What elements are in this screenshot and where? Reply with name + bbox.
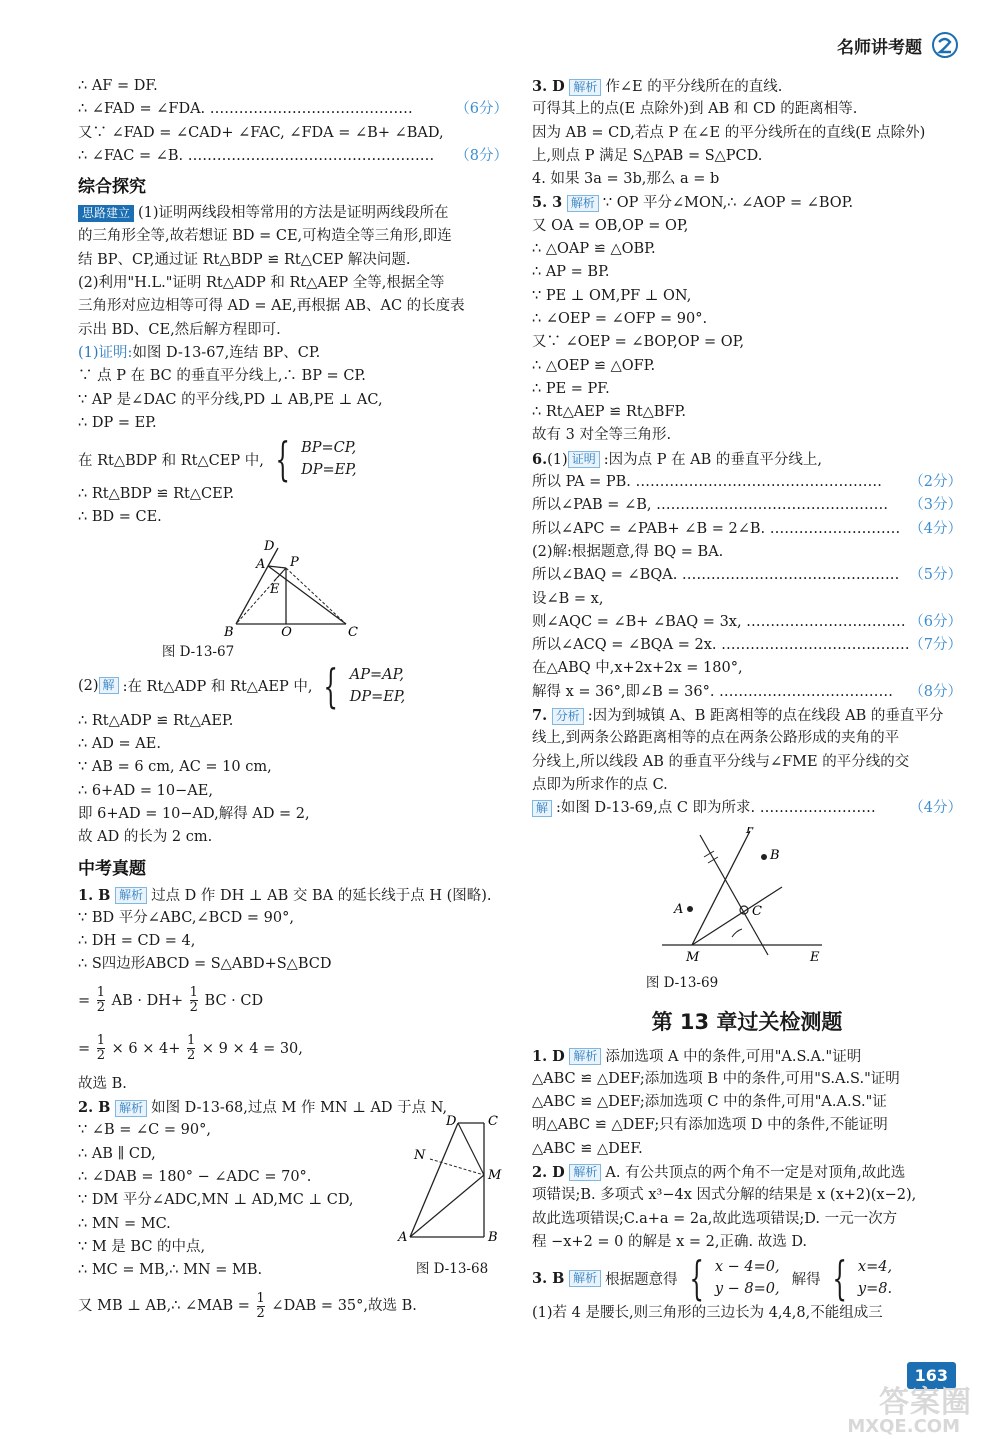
question-line: (1)若 4 是腰长,则三角形的三边长为 4,4,8,不能组成三 [532,1305,883,1322]
page-header [837,30,960,60]
figure-caption: 图 D-13-67 [161,643,235,660]
question-line: ∵ PE ⊥ OM,PF ⊥ ON, [532,287,692,304]
text-line: ∴ ∠FAC = ∠B. …………………………………………… （8分） [78,145,508,168]
figure-d-13-67 [78,536,508,660]
idea-line: 的三角形全等,故若想证 BD = CE,可构造全等三角形,即连 [78,228,452,245]
analysis-tag: 解析 [569,1048,601,1065]
question-line: 项错误;B. 多项式 x³−4x 因式分解的结果是 x (x+2)(x−2), [532,1187,917,1204]
question-line: ∵ ∠B = ∠C = 90°, [78,1122,211,1139]
points-label: （5分） [909,567,962,584]
fig68-label-a: A [398,1230,408,1246]
fig68-label-b: B [488,1230,498,1246]
question-line: ∵ BD 平分∠ABC,∠BCD = 90°, [78,909,294,926]
analysis-tag: 解析 [569,79,601,96]
page-number: 163 [907,1362,956,1389]
points-label: （2分） [909,474,962,491]
fig69-label-f: F [746,826,756,837]
solution-line: ∴ 6+AD = 10−AE, [78,782,213,799]
question-line: ∴ △OEP ≌ △OFP. [532,357,656,374]
solution-line: ∴ AD = AE. [78,736,161,753]
points-label: （7分） [909,637,962,654]
fig69-label-a: A [674,901,684,917]
question-line: 上,则点 P 满足 S△PAB = S△PCD. [532,147,763,164]
idea-tag: 思路建立 [78,205,134,222]
question-line: 7. 分析 :因为到城镇 A、B 距离相等的点在线段 AB 的垂直平分 [532,707,944,725]
points-label: （4分） [909,520,962,537]
section-comprehensive: 综合探究 [78,177,146,198]
solution-tag: 解 [532,800,552,817]
question-line: 线上,到两条公路距离相等的点在两条公路形成的夹角的平 [532,730,900,747]
text-line: 在△ABQ 中,x+2x+2x = 180°, [532,660,743,677]
proof-tag: 证明 [568,451,600,468]
proof-line: ∴ DP = EP. [78,414,157,431]
fig68-label-c: C [488,1114,498,1130]
question-line: 4. 如果 3a = 3b,那么 a = b [532,171,720,188]
fig67-label-a: A [256,556,266,572]
solution-line: 故 AD 的长为 2 cm. [78,829,213,846]
watermark: 答案圈 [879,1385,972,1420]
question-line: ∵ DM 平分∠ADC,MN ⊥ AD,MC ⊥ CD, [78,1192,354,1209]
idea-line: 思路建立 (1)证明两线段相等常用的方法是证明两线段所在 [78,202,508,225]
question-line: 2. B 解析 如图 D-13-68,过点 M 作 MN ⊥ AD 于点 N, [78,1099,448,1117]
solution-line: ∴ Rt△ADP ≌ Rt△AEP. [78,712,234,729]
left-column [78,75,508,1330]
figure-d-13-68-svg [396,1113,508,1253]
points-label: （6分） [909,613,962,630]
fig69-label-e: E [810,949,820,965]
question-line: △ABC ≌ △DEF;添加选项 C 中的条件,可用"A.A.S."证 [532,1094,887,1111]
idea-line: 三角形对应边相等可得 AD = AE,再根据 AB、AC 的长度表 [78,298,465,315]
fraction-line: = $\frac{1}{2}$ AB · DH+ $\frac{1}{2}$ BC · CD [78,985,264,1016]
watermark-url: MXQE.COM [847,1416,960,1437]
right-column [532,75,962,1325]
analysis-tag: 分析 [552,708,584,725]
proof-label: (1)证明: [78,344,133,361]
text-line: ∴ AF = DF. [78,78,158,94]
question-line: 故此选项错误;C.a+a = 2a,故此选项错误;D. 一元一次方 [532,1210,898,1227]
proof-line: (1)证明:如图 D-13-67,连结 BP、CP. [78,344,321,361]
solution-line: ∵ AB = 6 cm, AC = 10 cm, [78,759,272,776]
proof-line: ∵ 点 P 在 BC 的垂直平分线上,∴ BP = CP. [78,368,366,385]
question-line: 5. 3 解析 ∵ OP 平分∠MON,∴ ∠AOP = ∠BOP. [532,194,854,212]
points-label: （8分） [909,683,962,700]
question-line: ∴ AP = BP. [532,264,610,281]
fig67-label-q: Q [281,624,292,636]
text-line: (2)解:根据题意,得 BQ = BA. [532,543,724,560]
question-line: 分线上,所以线段 AB 的垂直平分线与∠FME 的平分线的交 [532,753,910,770]
question-line: 可得其上的点(E 点除外)到 AB 和 CD 的距离相等. [532,101,858,118]
question-line: 又 MB ⊥ AB,∴ ∠MAB = $\frac{1}{2}$ ∠DAB = 35°,故选 B. [78,1290,417,1321]
points-label: （6分） [455,101,508,118]
analysis-tag: 解析 [567,195,599,212]
section-exam-questions: 中考真题 [78,858,146,879]
question-line: ∵ M 是 BC 的中点, [78,1238,206,1255]
text-line: 又∵ ∠FAD = ∠CAD+ ∠FAC, ∠FDA = ∠B+ ∠BAD, [78,124,444,141]
fig67-label-e: E [270,581,280,597]
text-line: 所以∠BAQ = ∠BQA. ……………………………………… （5分） [532,564,962,587]
question-line: 因为 AB = CD,若点 P 在∠E 的平分线所在的直线(E 点除外) [532,124,926,141]
text-line: 所以∠PAB = ∠B, ………………………………………… （3分） [532,494,962,517]
question-line: 又∵ ∠OEP = ∠BOP,OP = OP, [532,334,745,351]
question-line: ∴ ∠OEP = ∠OFP = 90°. [532,310,708,327]
question-line: △ABC ≌ △DEF. [532,1140,643,1157]
proof-line: ∴ Rt△BDP ≌ Rt△CEP. [78,486,235,503]
fig67-label-c: C [348,624,358,636]
question-line: △ABC ≌ △DEF;添加选项 B 中的条件,可用"S.A.S."证明 [532,1070,900,1087]
question-line: 解 :如图 D-13-69,点 C 即为所求. …………………… （4分） [532,797,962,820]
text-line: 则∠AQC = ∠B+ ∠BAQ = 3x, …………………………… （6分） [532,611,962,634]
q2-block [78,1114,508,1282]
question-line: ∴ MC = MB,∴ MN = MB. [78,1262,263,1279]
fig69-label-b: B [770,847,780,863]
question-line: ∴ Rt△AEP ≌ Rt△BFP. [532,404,686,421]
question-line: ∴ S四边形ABCD = S△ABD+S△BCD [78,956,332,973]
analysis-tag: 解析 [569,1270,601,1287]
idea-line: 示出 BD、CE,然后解方程即可. [78,321,281,338]
figure-d-13-68 [396,1113,508,1278]
question-line: 明△ABC ≌ △DEF;只有添加选项 D 中的条件,不能证明 [532,1117,888,1134]
fig67-label-b: B [224,624,234,636]
brace-group-2: (2) 解 :在 Rt△ADP 和 Rt△AEP 中, { AP=AP, DP=EP, [78,658,406,713]
fig68-label-m: M [488,1168,502,1184]
figure-caption: 图 D-13-68 [415,1261,489,1278]
figure-d-13-67-svg [78,536,508,636]
text-line: 所以∠APC = ∠PAB+ ∠B = 2∠B. ……………………… （4分） [532,518,962,541]
text-line: 解得 x = 36°,即∠B = 36°. ……………………………… （8分） [532,681,962,704]
brand-title: 名师讲考题 [837,37,922,58]
brace-group-1: 在 Rt△BDP 和 Rt△CEP 中, { BP=CP, DP=EP, [78,432,357,487]
brand-logo-icon [930,30,960,60]
fig68-label-n: N [414,1148,426,1164]
fig69-label-c: C [752,903,762,919]
points-label: （3分） [909,497,962,514]
question-line: 6.(1) 证明 :因为点 P 在 AB 的垂直平分线上, [532,450,823,468]
question-line: ∴ DH = CD = 4, [78,933,196,950]
analysis-tag: 解析 [569,1164,601,1181]
brace-group-3: 3. B 解析 根据题意得 { x − 4=0, y − 8=0, 解得 { x=4, y=8. [532,1251,893,1306]
question-line: 2. D 解析 A. 有公共顶点的两个角不一定是对顶角,故此选 [532,1163,906,1181]
fig69-label-m: M [686,949,700,965]
question-line: 1. D 解析 添加选项 A 中的条件,可用"A.S.A."证明 [532,1047,862,1065]
idea-line: (2)利用"H.L."证明 Rt△ADP 和 Rt△AEP 全等,根据全等 [78,275,445,292]
question-line: ∴ MN = MC. [78,1215,171,1232]
idea-line: 结 BP、CP,通过证 Rt△BDP ≌ Rt△CEP 解决问题. [78,251,411,268]
left-top-lines [78,75,508,168]
text-line: 设∠B = x, [532,590,604,607]
fig67-label-p: P [290,554,299,570]
question-line: 程 −x+2 = 0 的解是 x = 2,正确. 故选 D. [532,1233,808,1250]
fig68-label-d: D [446,1114,457,1130]
solution-tag: 解 [99,677,119,694]
question-line: 又 OA = OB,OP = OP, [532,217,689,234]
question-line: 1. B 解析 过点 D 作 DH ⊥ AB 交 BA 的延长线于点 H (图略). [78,886,492,904]
analysis-tag: 解析 [115,887,147,904]
points-label: （4分） [909,800,962,817]
points-label: （8分） [455,147,508,164]
figure-caption: 图 D-13-69 [645,974,719,991]
question-line: ∴ △OAP ≌ △OBP. [532,241,656,258]
figure-d-13-69-svg [532,827,962,967]
question-line: ∴ ∠DAB = 180° − ∠ADC = 70°. [78,1168,312,1185]
fraction-line: = $\frac{1}{2}$ × 6 × 4+ $\frac{1}{2}$ × 9 × 4 = 30, [78,1033,303,1064]
text-line: 所以∠ACQ = ∠BQA = 2x. ………………………………… （7分） [532,634,962,657]
analysis-tag: 解析 [115,1100,147,1117]
solution-line: 即 6+AD = 10−AD,解得 AD = 2, [78,805,310,822]
chapter-title: 第 13 章过关检测题 [651,1009,843,1034]
q6-lines [532,471,962,704]
question-line: 3. D 解析 作∠E 的平分线所在的直线. [532,78,783,95]
question-line: 点即为所求作的点 C. [532,776,668,793]
figure-d-13-69 [532,827,962,997]
text-line: ∴ ∠FAD = ∠FDA. …………………………………… （6分） [78,98,508,121]
question-line: 故有 3 对全等三角形. [532,427,672,444]
text-line: 所以 PA = PB. …………………………………………… （2分） [532,471,962,494]
proof-line: ∵ AP 是∠DAC 的平分线,PD ⊥ AB,PE ⊥ AC, [78,391,383,408]
question-line: ∴ AB ∥ CD, [78,1145,156,1162]
proof-line: ∴ BD = CE. [78,509,162,526]
question-line: 故选 B. [78,1075,127,1092]
question-line: ∴ PE = PF. [532,380,610,397]
fig67-label-d: D [264,538,275,554]
